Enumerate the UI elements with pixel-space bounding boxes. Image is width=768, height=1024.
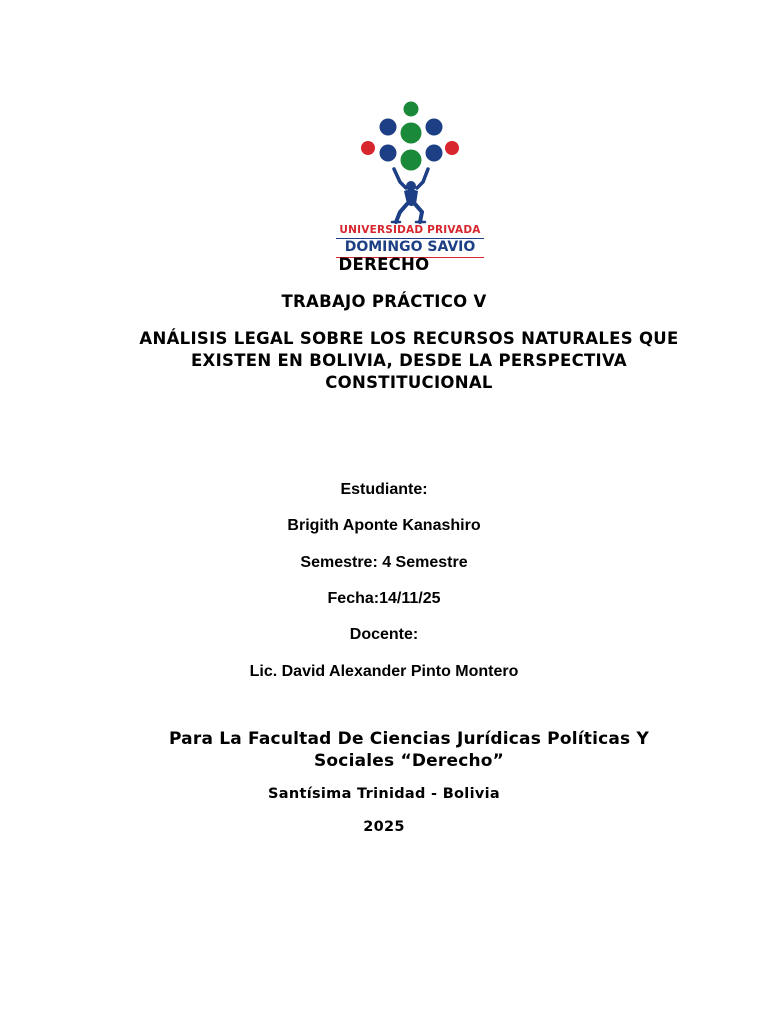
- teacher-label: Docente:: [349, 626, 419, 643]
- analysis-title-line: ANÁLISIS LEGAL SOBRE LOS RECURSOS NATURALES QUE: [139, 329, 679, 348]
- faculty-line: Para La Facultad De Ciencias Jurídicas Políticas Y: [168, 729, 650, 749]
- year-text: 2025: [363, 819, 405, 835]
- career-title: DERECHO: [338, 255, 430, 274]
- student-label: Estudiante:: [340, 481, 428, 498]
- teacher-name: Lic. David Alexander Pinto Montero: [249, 663, 519, 680]
- faculty-text: [130, 728, 688, 772]
- logo-university-type: UNIVERSIDAD PRIVADA: [339, 224, 481, 236]
- place-text: Santísima Trinidad - Bolivia: [268, 786, 500, 802]
- analysis-title-line: EXISTEN EN BOLIVIA, DESDE LA PERSPECTIVA: [190, 351, 627, 370]
- analysis-title-line: CONSTITUCIONAL: [325, 373, 493, 392]
- logo-emblem: [330, 96, 490, 226]
- logo-university-name: DOMINGO SAVIO: [344, 239, 476, 255]
- analysis-title: [110, 328, 708, 394]
- date-text: Fecha:14/11/25: [327, 590, 441, 607]
- athlete-figure: [392, 169, 428, 222]
- work-title: TRABAJO PRÁCTICO V: [281, 292, 487, 311]
- university-logo: [330, 96, 490, 264]
- semester-text: Semestre: 4 Semestre: [300, 554, 468, 571]
- student-name: Brigith Aponte Kanashiro: [287, 517, 481, 534]
- faculty-line: Sociales “Derecho”: [313, 751, 505, 771]
